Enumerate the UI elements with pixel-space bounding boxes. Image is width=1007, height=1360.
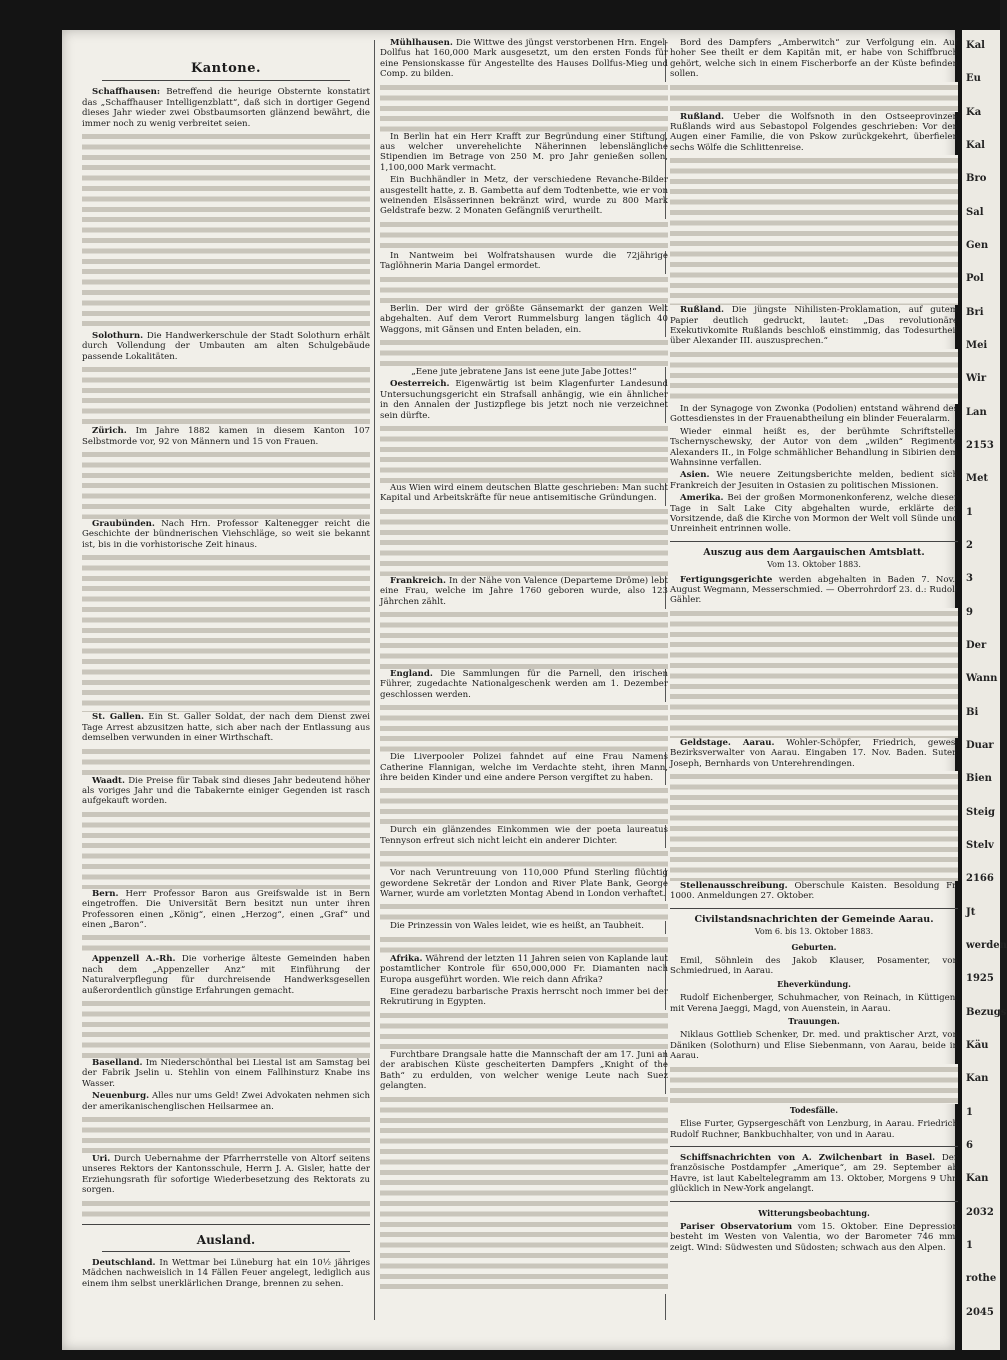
weather-body: vom 15. Oktober. Eine Depression besteht im Westen von Valentia, wo der Barometer 746 mm. zeigt. Wind: Südwesten und Südosten; schwach aus den Alpen.	[670, 1221, 958, 1253]
illegible-text-block	[380, 506, 668, 576]
illegible-text-block	[380, 702, 668, 752]
article-baselland	[82, 1058, 370, 1089]
births-text: Emil, Söhnlein des Jakob Klauser, Posamenter, von Schmiedrued, in Aarau.	[670, 956, 958, 977]
weather-title: Witterungsbeobachtung.	[758, 1207, 870, 1218]
weather-keyword: Pariser Observatorium	[680, 1221, 793, 1232]
article-text: Ueber die Wolfsnoth in den Ostseeprovinzen Rußlands wird aus Sebastopol Folgendes geschrieben: Vor den Augen einer Familie, die von Pskow zurückgekehrt, überfielen sechs Wölfe die Schlittenreise.	[670, 111, 958, 153]
edge-fragment: Wir	[966, 373, 987, 385]
article-text: Alles nur ums Geld! Zwei Advokaten nehmen sich der amerikanischenglischen Heilsarmee an.	[82, 1091, 371, 1112]
newspaper-page	[62, 30, 959, 1350]
article-london-bank: Vor nach Veruntreuung von 110,000 Pfund Sterling flüchtig gewordene Sekretär der London and River Plate Bank, George Warner, wurde am vorletzten Montag Abend in London verhaftet.	[380, 868, 668, 900]
article-afrika	[380, 954, 668, 985]
article-text: Betreffend die heurige Obsternte konstatirt das „Schaffhauser Intelligenzblatt“, daß sich in dortiger Gegend dieses Jahr wieder zwei Obstbaumsorten glänzend bewährt, die immer noch zu wenig verbreitet seien.	[82, 87, 371, 129]
edge-fragment: Kal	[966, 40, 985, 51]
edge-fragment: 2032	[966, 1206, 994, 1218]
edge-fragment: Gen	[966, 240, 989, 251]
edge-fragment: 6	[966, 1140, 973, 1151]
article-waadt	[82, 776, 370, 807]
civilstand-title: Civilstandsnachrichten der Gemeinde Aarau.	[694, 913, 934, 925]
illegible-text-block	[82, 552, 370, 712]
article-keyword: Rußland.	[680, 305, 725, 316]
illegible-text-block	[380, 274, 668, 304]
article-keyword: Graubünden.	[92, 519, 155, 530]
article-text: Die Handwerkerschule der Stadt Solothurn erhält durch Vollendung der Umbauten am alten Schulgebäude passende Lokalitäten.	[82, 331, 371, 362]
article-keyword: Neuenburg.	[92, 1091, 150, 1102]
section-rule	[670, 541, 958, 542]
edge-fragment: 2153	[966, 440, 994, 451]
article-keyword: Appenzell A.-Rh.	[92, 954, 176, 965]
article-england	[380, 669, 668, 700]
article-russland-woelfe	[670, 112, 958, 154]
edge-fragment: Kal	[966, 140, 985, 151]
illegible-text-block	[380, 1094, 668, 1294]
article-text: In Wettmar bei Lüneburg hat ein 10½ jähriges Mädchen nachweislich in 14 Fällen Feuer angelegt, lediglich aus einem ihm selbst unerklärlichen Drange, brennen zu sehen.	[82, 1258, 370, 1289]
column-1	[82, 38, 370, 1291]
article-solothurn	[82, 331, 370, 362]
notice-keyword: Geldstage. Aarau.	[680, 737, 775, 748]
article-wien: Aus Wien wird einem deutschen Blatte geschrieben: Man sucht Kapital und Arbeitskräfte für neue antisemitische Gründungen.	[380, 482, 668, 504]
article-keyword: England.	[390, 668, 433, 679]
illegible-text-block	[380, 901, 668, 921]
illegible-text-block	[670, 608, 958, 738]
notice-keyword: Stellenausschreibung.	[680, 881, 788, 891]
weather-text	[670, 1222, 958, 1253]
article-quote: „Eene jute jebratene Jans ist eene jute Jabe Jottes!“	[411, 366, 637, 377]
article-tennyson: Durch ein glänzendes Einkommen wie der poeta laureatus Tennyson erfreut sich nicht leicht ein anderer Dichter.	[380, 825, 668, 846]
adjacent-page-edge	[962, 30, 1007, 1350]
marriages-heading: Trauungen.	[788, 1016, 840, 1027]
edge-fragment: 3	[966, 573, 973, 585]
notice-text: Wohler-Schöpfer, Friedrich, gewes. Bezirksverwalter von Aarau. Eingaben 17. Nov. Baden. Suter, Joseph, Bernhards von Unterehrendingen.	[670, 737, 958, 769]
banns-heading: Eheverkündung.	[777, 978, 851, 989]
article-appenzell	[82, 954, 370, 996]
illegible-text-block	[380, 934, 668, 954]
article-egypten: Eine geradezu barbarische Praxis herrscht noch immer bei der Rekrutirung in Egypten.	[380, 987, 668, 1008]
edge-fragment: 2045	[966, 1306, 994, 1318]
article-keyword: Amerika.	[680, 493, 724, 504]
column-2	[380, 38, 668, 1294]
edge-fragment: 1	[966, 1106, 973, 1118]
heading-rule	[102, 80, 350, 81]
article-text: In der Nähe von Valence (Departeme Drôme) lebt eine Frau, welche im Jahre 1760 geboren wurde, also 123 Jährchen zählt.	[380, 575, 668, 607]
edge-fragment: Bro	[966, 173, 987, 185]
article-text: Die Sammlungen für die Parnell, den irischen Führer, zugedachte Nationalgeschenk werden am 1. Dezember geschlossen werden.	[380, 668, 668, 700]
deaths-text: Elise Furter, Gypsergeschäft von Lenzburg, in Aarau. Friedrich Rudolf Ruchner, Bankbuchhalter, von und in Aarau.	[670, 1119, 958, 1140]
illegible-text-block	[82, 746, 370, 776]
article-berlin-stiftung: In Berlin hat ein Herr Krafft zur Begründung einer Stiftung, aus welcher unverehelichte Näherinnen lebenslängliche Stipendien im Betrage von 250 M. pro Jahr genießen sollen, 1,100,000 Mark vermacht.	[380, 131, 668, 173]
article-amerika	[670, 493, 958, 535]
article-neuenburg	[82, 1091, 370, 1112]
article-wales: Die Prinzessin von Wales leidet, wie es heißt, an Taubheit.	[390, 921, 644, 932]
article-tschernyschewsky: Wieder einmal heißt es, der berühmte Schriftsteller Tschernyschewsky, der Autor von dem „wilden“ Regimente Alexanders II., in Folge schmählicher Behandlung in Sibirien dem Wahnsinne verfallen.	[670, 426, 958, 468]
amtsblatt-date: Vom 13. Oktober 1883.	[767, 560, 861, 570]
edge-fragment: Wann	[966, 673, 998, 685]
article-keyword: Deutschland.	[92, 1258, 156, 1269]
column-divider-1	[374, 40, 375, 1320]
article-text: Herr Professor Baron aus Greifswalde ist in Bern eingetroffen. Die Universität Bern besitzt nun unter ihren Professoren einen „König“, einen „Herzog“, einen „Graf“ und einen „Baron“.	[82, 888, 371, 930]
notice-fertigung	[670, 575, 958, 606]
article-zwonka: In der Synagoge von Zwonka (Podolien) entstand während des Gottesdienstes in der Frauenabtheilung ein blinder Feueralarm.	[670, 403, 958, 425]
article-text: Die Wittwe des jüngst verstorbenen Hrn. Engel-Dollfus hat 160,000 Mark ausgesetzt, um den ersten Fonds für eine Pensionskasse für Angestellte des Hauses Dollfus-Mieg und Comp. zu bilden.	[380, 38, 668, 80]
edge-fragment: Bien	[966, 773, 992, 785]
edge-fragment: Pol	[966, 273, 984, 285]
article-keyword: Oesterreich.	[390, 379, 450, 390]
column-3	[670, 38, 958, 1255]
edge-fragment: Stelv	[966, 840, 994, 851]
illegible-text-block	[82, 1198, 370, 1218]
article-text: Die jüngste Nihilisten-Proklamation, auf gutem Papier deutlich gedruckt, lautet: „Das revolutionäre Exekutivkomite Rußlands beschloß einstimmig, das Todesurtheil über Alexander III. auszusprechen.“	[670, 305, 958, 347]
edge-fragment: 1	[966, 1240, 973, 1251]
article-keyword: Bern.	[92, 888, 119, 899]
article-uri	[82, 1154, 370, 1196]
edge-fragment: werden	[966, 940, 1007, 951]
illegible-text-block	[380, 82, 668, 132]
article-text: Die vorherige älteste Gemeinden haben nach dem „Appenzeller Anz“ mit Einführung der Naturalverpflegung für durchreisende Handwerksgesellen außerordentlich günstige Erfahrungen gemacht.	[82, 954, 370, 996]
edge-fragment: Bri	[966, 306, 984, 318]
article-keyword: Solothurn.	[92, 331, 144, 342]
shipping-text: Der französische Postdampfer „Amerique“, am 29. September ab Havre, ist laut Kabeltelegramm am 13. Oktober, Morgens 9 Uhr, glücklich in New-York angelangt.	[670, 1152, 958, 1195]
edge-fragment: Steig	[966, 806, 995, 818]
article-keyword: Rußland.	[680, 111, 725, 122]
illegible-text-block	[380, 219, 668, 251]
illegible-text-block	[380, 785, 668, 825]
edge-fragment: Met	[966, 473, 989, 485]
section-rule	[670, 908, 958, 909]
article-keyword: Zürich.	[92, 426, 127, 437]
article-deutschland	[82, 1258, 370, 1289]
illegible-text-block	[670, 771, 958, 881]
edge-fragment: Sal	[966, 206, 984, 218]
article-text: Bei der großen Mormonenkonferenz, welche dieser Tage in Salt Lake City abgehalten wurde, erklärte der Vorsitzende, daß die Kirche von Mormon der Welt voll Sünde und Unreinheit entrinnen wolle.	[670, 493, 958, 535]
article-amberwitch: Bord des Dampfers „Amberwitch“ zur Verfolgung ein. Auf hoher See theilt er dem Kapitän mit, er habe von Schiffbruch gehört, welche sich in einem Fischerborfe an der Küste befinden sollen.	[670, 38, 958, 80]
article-keyword: Baselland.	[92, 1057, 143, 1068]
article-text: Im Jahre 1882 kamen in diesem Kanton 107 Selbstmorde vor, 92 von Männern und 15 von Frauen.	[82, 426, 370, 447]
illegible-text-block	[380, 1010, 668, 1050]
article-text: Nach Hrn. Professor Kaltenegger reicht die Geschichte der bündnerischen Viehschläge, so weit sie bekannt ist, bis in die vorhistorische Zeit hinaus.	[82, 519, 370, 550]
edge-fragment: Käu	[966, 1040, 989, 1051]
edge-fragment: 9	[966, 606, 973, 618]
illegible-text-block	[670, 349, 958, 404]
edge-fragment: Duar	[966, 740, 994, 751]
heading-rule	[102, 1251, 350, 1252]
article-berlin-gaense: Berlin. Der wird der größte Gänsemarkt der ganzen Welt abgehalten. Auf dem Verort Rummelsburg langen täglich 40 Waggons, mit Gänsen und Enten beladen, ein.	[380, 303, 668, 335]
article-bern	[82, 889, 370, 931]
article-schaffhausen	[82, 87, 370, 129]
article-asien	[670, 470, 958, 491]
illegible-text-block	[670, 155, 958, 305]
shipping-notice	[670, 1153, 958, 1195]
notice-stelle	[670, 881, 958, 902]
edge-fragment: Lan	[966, 406, 987, 418]
edge-fragment: 2	[966, 540, 973, 551]
article-muehlhausen	[380, 38, 668, 80]
article-graubuenden	[82, 519, 370, 550]
section-rule	[670, 1201, 958, 1202]
edge-fragment: 1925	[966, 973, 994, 985]
article-knight-of-the-bath: Furchtbare Drangsale hatte die Mannschaft der am 17. Juni an der arabischen Küste gescheiterten Dampfers „Knight of the Bath“ zu erdulden, von welcher wenige Leute nach Suez gelangten.	[380, 1049, 668, 1092]
notice-geldstage	[670, 738, 958, 769]
article-keyword: Frankreich.	[390, 575, 446, 586]
article-st-gallen	[82, 712, 370, 743]
illegible-text-block	[82, 1114, 370, 1154]
illegible-text-block	[380, 337, 668, 367]
notice-text: werden abgehalten in Baden 7. Nov.: August Wegmann, Messerschmied. — Oberrohrdorf 23. d.: Rudolf Gähler.	[670, 574, 958, 606]
article-frankreich	[380, 576, 668, 607]
illegible-text-block	[82, 364, 370, 426]
illegible-text-block	[82, 932, 370, 954]
article-text: Durch Uebernahme der Pfarrherrstelle von Altorf seitens unseres Rektors der Kantonsschule, Herrn J. A. Gisler, hatte der Erziehungsrath für sofortige Wiederbesetzung des Rektorats zu sorgen.	[82, 1154, 370, 1196]
edge-fragment: Der	[966, 640, 987, 651]
article-keyword: Schaffhausen:	[92, 87, 161, 98]
illegible-text-block	[670, 1064, 958, 1104]
article-keyword: Afrika.	[390, 953, 423, 964]
edge-fragment: Jt	[966, 906, 976, 918]
marriages-text: Niklaus Gottlieb Schenker, Dr. med. und praktischer Arzt, von Däniken (Solothurn) und Elise Siebenmann, von Aarau, beide in Aarau.	[670, 1030, 958, 1062]
shipping-title: Schiffsnachrichten von A. Zwilchenbart in Basel.	[680, 1152, 936, 1163]
article-text: Wie neuere Zeitungsberichte melden, bedient sich Frankreich der Jesuiten in Ostasien zu politischen Missionen.	[670, 470, 959, 491]
edge-fragment: Bezugs	[966, 1006, 1007, 1018]
article-text: Während der letzten 11 Jahren seien von Kaplande laut postamtlicher Kontrole für 650,000,000 Fr. Diamanten nach Europa ausgeführt worden. Wie reich dann Afrika?	[380, 953, 668, 985]
section-heading-kantone: Kantone.	[190, 61, 262, 76]
edge-fragment: 1	[966, 506, 973, 518]
section-rule	[670, 1146, 958, 1147]
notice-text: Oberschule Kaisten. Besoldung Fr. 1000. Anmeldungen 27. Oktober.	[670, 881, 959, 902]
births-heading: Geburten.	[791, 941, 837, 952]
section-heading-ausland: Ausland.	[196, 1232, 256, 1247]
edge-fragment: Bi	[966, 706, 979, 718]
article-nantweim: In Nantweim bei Wolfratshausen wurde die 72jährige Taglöhnerin Maria Dangel ermordet.	[380, 250, 668, 272]
article-text: Die Preise für Tabak sind dieses Jahr bedeutend höher als voriges Jahr und die Tabakernte einiger Gegenden ist rasch aufgekauft worden.	[82, 775, 370, 807]
edge-fragment: Ka	[966, 106, 982, 118]
section-rule	[82, 1224, 370, 1225]
edge-fragment: Kan	[966, 1073, 989, 1085]
illegible-text-block	[670, 82, 958, 112]
article-keyword: Uri.	[92, 1154, 111, 1164]
article-text: Ein St. Galler Soldat, der nach dem Dienst zwei Tage Arrest abzusitzen hatte, sich aber nach der Entlassung aus demselben verwunden in einer Wirthschaft.	[82, 712, 370, 744]
illegible-text-block	[82, 131, 370, 331]
article-zurich	[82, 426, 370, 447]
deaths-heading: Todesfälle.	[789, 1104, 839, 1115]
edge-fragment: Eu	[966, 73, 981, 85]
article-keyword: Mühlhausen.	[390, 38, 453, 48]
illegible-text-block	[82, 449, 370, 519]
article-text: Im Niederschönthal bei Liestal ist am Samstag bei der Fabrik Jselin u. Stehlin von einem Fallhinsturz Knabe ins Wasser.	[82, 1057, 370, 1089]
article-liverpool: Die Liverpooler Polizei fahndet auf eine Frau Namens Catherine Flannigan, welche im Verdachte steht, ihren Mann, ihre beiden Kinder und eine andere Person vergiftet zu haben.	[380, 752, 668, 783]
article-keyword: St. Gallen.	[92, 712, 144, 723]
illegible-text-block	[380, 848, 668, 868]
article-metz: Ein Buchhändler in Metz, der verschiedene Revanche-Bilder ausgestellt hatte, z. B. Gambetta auf dem Todtenbette, wie er von weinenden Elsässerinnen bekränzt wird, wurde zu 800 Mark Geldstrafe bezw. 2 Monaten Gefängniß verurtheilt.	[380, 175, 668, 217]
illegible-text-block	[82, 998, 370, 1058]
illegible-text-block	[82, 809, 370, 889]
edge-fragment: Mei	[966, 340, 988, 351]
article-keyword: Waadt.	[92, 775, 126, 786]
amtsblatt-title: Auszug aus dem Aargauischen Amtsblatt.	[703, 546, 925, 558]
banns-text: Rudolf Eichenberger, Schuhmacher, von Reinach, in Küttigen, mit Verena Jaeggi, Magd, von Auenstein, in Aarau.	[670, 993, 958, 1014]
civilstand-date: Vom 6. bis 13. Oktober 1883.	[754, 927, 874, 937]
article-russland-nihilisten	[670, 305, 958, 347]
edge-fragment: 2166	[966, 873, 994, 885]
illegible-text-block	[380, 423, 668, 483]
illegible-text-block	[380, 609, 668, 669]
article-oesterreich	[380, 379, 668, 421]
notice-keyword: Fertigungsgerichte	[680, 574, 773, 585]
article-keyword: Asien.	[680, 470, 710, 481]
edge-fragment: Kan	[966, 1173, 989, 1185]
article-text: Eigenwärtig ist beim Klagenfurter Landesund Untersuchungsgericht ein Strafsall anhängig, wie ein ähnlicher in den Annalen der Justizpflege bis jetzt noch nie verzeichnet sein dürfte.	[380, 379, 669, 421]
edge-fragment: rothe	[966, 1273, 997, 1285]
